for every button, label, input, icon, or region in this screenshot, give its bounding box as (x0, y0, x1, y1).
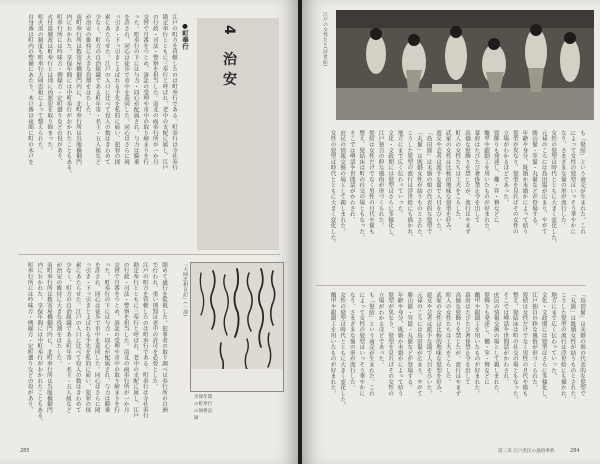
running-head: 第三章 江戸庶民の風俗事典 (498, 449, 555, 454)
document-image-caption: 『大岡忠相日記』(一部) (182, 262, 187, 317)
body-text-upper-right: も「髪結」という商売が生まれた。これ によって女性の髪型はいっそう華やかに なり、さまざまな髷の形が流行した。 女性の髪型は時代とともに大きく変化した。 元禄のころには島田髷が広まり、やがて 勝山髷・笄髷・丸髷などが登場する。 年齢や身分、既婚か未婚かによって結う 髪型が異なり、髪型を見ればその女性の 立場がわかるほどであった。 髪飾りも発達し、櫛・笄・簪などに 鼈甲や銀細工を用いたものが好まれた。 幕府はたびたび奢侈禁止令を出して 高価な髪飾りを禁じたが、流行はやまず 町人の女性たちは工夫をこらした。 武家の女性は比較的地味な髪型を好み、 遊女や芸者は派手な髷で人目をひいた。 「島田髷」は未婚の娘の代表的な髪型で 「丸髷」は既婚女性が結うものとされた。 こうした髪型の流行は浮世絵にも描かれ、 地方にまで広く伝わっていった。 文化・文政期には髪型はさらに多様化し、 江戸独自の粋な風俗が形づくられた。 髪結は女性だけでなく男性の月代や髷も 整え、髪結床は町の社交の場ともなった。 そこでは噂話や世間話がかわされ、 庶民の情報交換の場として親しまれた。 女性の髪型は時代とともに大きく変化した。 (329, 130, 585, 246)
painting-caption: 江戸の女性たち(浮世絵) (322, 12, 327, 67)
body-text-lower-right: 「島田髷」は未婚の娘の代表的な髪型で 「丸髷」は既婚女性が結うものとされた。 こうした髪型の流行は浮世絵にも描かれ、 地方にまで広く伝わっていった。 文化・文政期には髪型はさらに多様化し、 江戸独自の粋な風俗が形づくられた。 髪結は女性だけでなく男性の月代や髷も 整え、髪結床は町の社交の場ともなった。 そこでは噂話や世間話がかわされ、 庶民の情報交換の場として親しまれた。 髪飾りも発達し、櫛・笄・簪などに 鼈甲や銀細工を用いたものが好まれた。 幕府はたびたび奢侈禁止令を出して 高価な髪飾りを禁じたが、流行はやまず 町人の女性たちは工夫をこらした。 武家の女性は比較的地味な髪型を好み、 遊女や芸者は派手な髷で人目をひいた。 元禄のころには島田髷が広まり、やがて 勝山髷・笄髷・丸髷などが登場する。 年齢や身分、既婚か未婚かによって結う 髪型が異なり、髪型を見ればその女性の 立場がわかるほどであった。 も「髪結」という商売が生まれた。これ によって女性の髪型はいっそう華やかに なり、さまざまな髷の形が流行した。 女性の髪型は時代とともに大きく変化した。 鼈甲や銀細工を用いたものが好まれた。 (329, 292, 585, 408)
chapter-title: 4 治安 (221, 25, 237, 92)
calligraphy-document-graphic (191, 263, 283, 391)
painting-graphic (336, 10, 594, 120)
left-page (0, 0, 298, 464)
divider-right (316, 285, 586, 286)
divider (18, 254, 280, 255)
right-page (302, 0, 600, 464)
historical-document-image (190, 262, 284, 392)
ukiyoe-painting (336, 10, 594, 120)
body-text-upper: 江戸の町方を管轄したのは町奉行である。町奉行は寺社奉行 勘定奉行とともに三奉行と呼ばれ、老中の支配に属し、江戸 の行政・司法・警察を担当した。南北の両奉行所が一か月 交替で月番をつとめ、訴訟の受理や市中の取り締まりを行 った。町奉行の下には与力・同心が配属され、与力は騎乗 を許され、同心は徒歩で市中を巡回した。同心はさらに岡 っ引き・下っ引きとよばれる手先を私的に雇い、犯罪の探 索にあたらせた。江戸の人口に比べて役人の数はきわめて 少なく、町方の自治組織である町年寄・名主・五人組など が治安の維持に大きな役割をはたした。 南町奉行所は数寄屋橋御門内に、北町奉行所は呉服橋御門 内におかれた。享保年間には中町奉行がおかれたこともある。 町奉行所には吟味方・例繰方・定町廻りなどの役があり、 火付盗賊改は町奉行とは別に凶悪犯を取り締まった。 町火消の制度も町奉行大岡忠相によって整えられた。 自身番は町内の警備にあたり、木戸番は夜間に町の木戸を (27, 14, 177, 177)
page-number-left: 285 (20, 448, 30, 454)
body-text-lower: 閉めて通行を監視した。犯罪者の取り調べは奉行所の白洲 で行われ、重い刑罰は老中の許可を必要とした。 江戸の町方を管轄したのは町奉行である。町奉行は寺社奉行 勘定奉行とともに三奉行と呼ばれ、老中の支配に属し、江戸 の行政・司法・警察を担当した。南北の両奉行所が一か月 交替で月番をつとめ、訴訟の受理や市中の取り締まりを行 った。町奉行の下には与力・同心が配属され、与力は騎乗 を許され、同心は徒歩で市中を巡回した。同心はさらに岡 っ引き・下っ引きとよばれる手先を私的に雇い、犯罪の探 索にあたらせた。江戸の人口に比べて役人の数はきわめて 少なく、町方の自治組織である町年寄・名主・五人組など が治安の維持に大きな役割をはたした。 南町奉行所は数寄屋橋御門内に、北町奉行所は呉服橋御門 内におかれた。享保年間には中町奉行がおかれたこともある。 町奉行所には吟味方・例繰方・定町廻りなどの役があり、 (26, 262, 167, 425)
document-image-subcaption: 享保年間の町奉行の執務記録 (194, 395, 213, 421)
page-number-right: 284 (570, 448, 580, 454)
section-heading: ●町奉行 (181, 22, 189, 50)
